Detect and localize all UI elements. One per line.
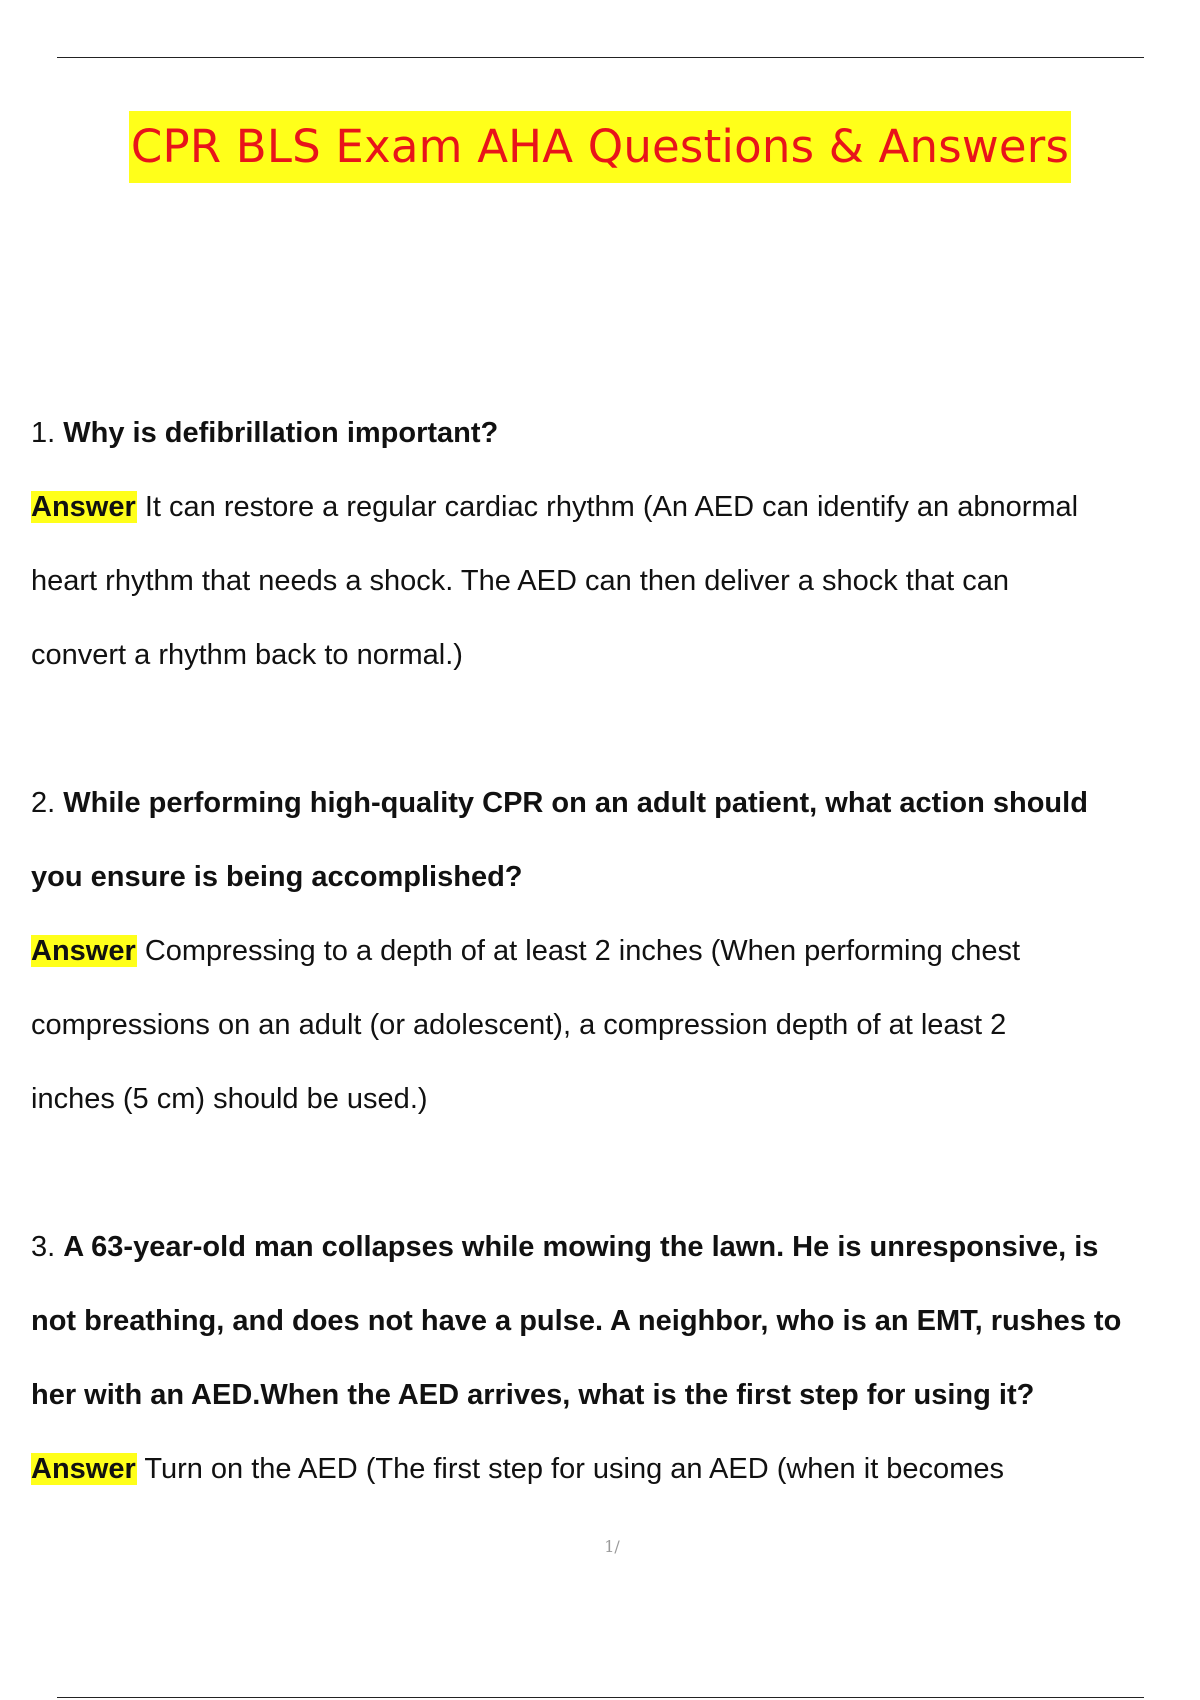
spacer bbox=[31, 1136, 1200, 1210]
answer-line bbox=[31, 1432, 1200, 1506]
answer-text: inches (5 cm) should be used.) bbox=[31, 1083, 428, 1115]
answer-text: It can restore a regular cardiac rhythm (An AED can identify an abnormal bbox=[144, 491, 1079, 523]
answer-line bbox=[31, 544, 1200, 618]
question-text: not breathing, and does not have a pulse. A neighbor, who is an EMT, rushes to bbox=[31, 1305, 1122, 1337]
question-line bbox=[31, 1284, 1200, 1358]
answer-label: Answer bbox=[31, 1453, 136, 1485]
question-number: 3. bbox=[31, 1231, 56, 1263]
answer-text: Compressing to a depth of at least 2 inches (When performing chest bbox=[144, 935, 1021, 967]
answer-line bbox=[31, 618, 1200, 692]
document-title: CPR BLS Exam AHA Questions & Answers bbox=[129, 111, 1071, 183]
question-text: her with an AED.When the AED arrives, what is the first step for using it? bbox=[31, 1379, 1035, 1411]
answer-line bbox=[31, 914, 1200, 988]
title-container bbox=[0, 111, 1200, 183]
answer-text: heart rhythm that needs a shock. The AED can then deliver a shock that can bbox=[31, 565, 1009, 597]
answer-text: compressions on an adult (or adolescent), a compression depth of at least 2 bbox=[31, 1009, 1007, 1041]
question-line bbox=[31, 766, 1200, 840]
question-text: A 63-year-old man collapses while mowing the lawn. He is unresponsive, is bbox=[63, 1231, 1099, 1263]
bottom-divider bbox=[57, 1697, 1144, 1698]
question-line bbox=[31, 840, 1200, 914]
question-text: Why is defibrillation important? bbox=[63, 417, 499, 449]
question-line bbox=[31, 396, 1200, 470]
answer-label: Answer bbox=[31, 935, 136, 967]
question-text: you ensure is being accomplished? bbox=[31, 861, 523, 893]
question-line bbox=[31, 1210, 1200, 1284]
answer-line bbox=[31, 988, 1200, 1062]
answer-text: convert a rhythm back to normal.) bbox=[31, 639, 463, 671]
qa-item-3 bbox=[31, 1210, 1200, 1506]
question-number: 1. bbox=[31, 417, 56, 449]
answer-line bbox=[31, 470, 1200, 544]
spacer bbox=[31, 692, 1200, 766]
question-number: 2. bbox=[31, 787, 56, 819]
question-line bbox=[31, 1358, 1200, 1432]
qa-item-2 bbox=[31, 766, 1200, 1136]
qa-item-1 bbox=[31, 396, 1200, 692]
answer-line bbox=[31, 1062, 1200, 1136]
answer-text: Turn on the AED (The first step for using an AED (when it becomes bbox=[144, 1453, 1004, 1485]
answer-label: Answer bbox=[31, 491, 136, 523]
question-text: While performing high-quality CPR on an adult patient, what action should bbox=[63, 787, 1088, 819]
qa-content bbox=[31, 396, 1200, 1506]
top-divider bbox=[57, 57, 1144, 58]
page-number: 1/ bbox=[604, 1537, 620, 1556]
